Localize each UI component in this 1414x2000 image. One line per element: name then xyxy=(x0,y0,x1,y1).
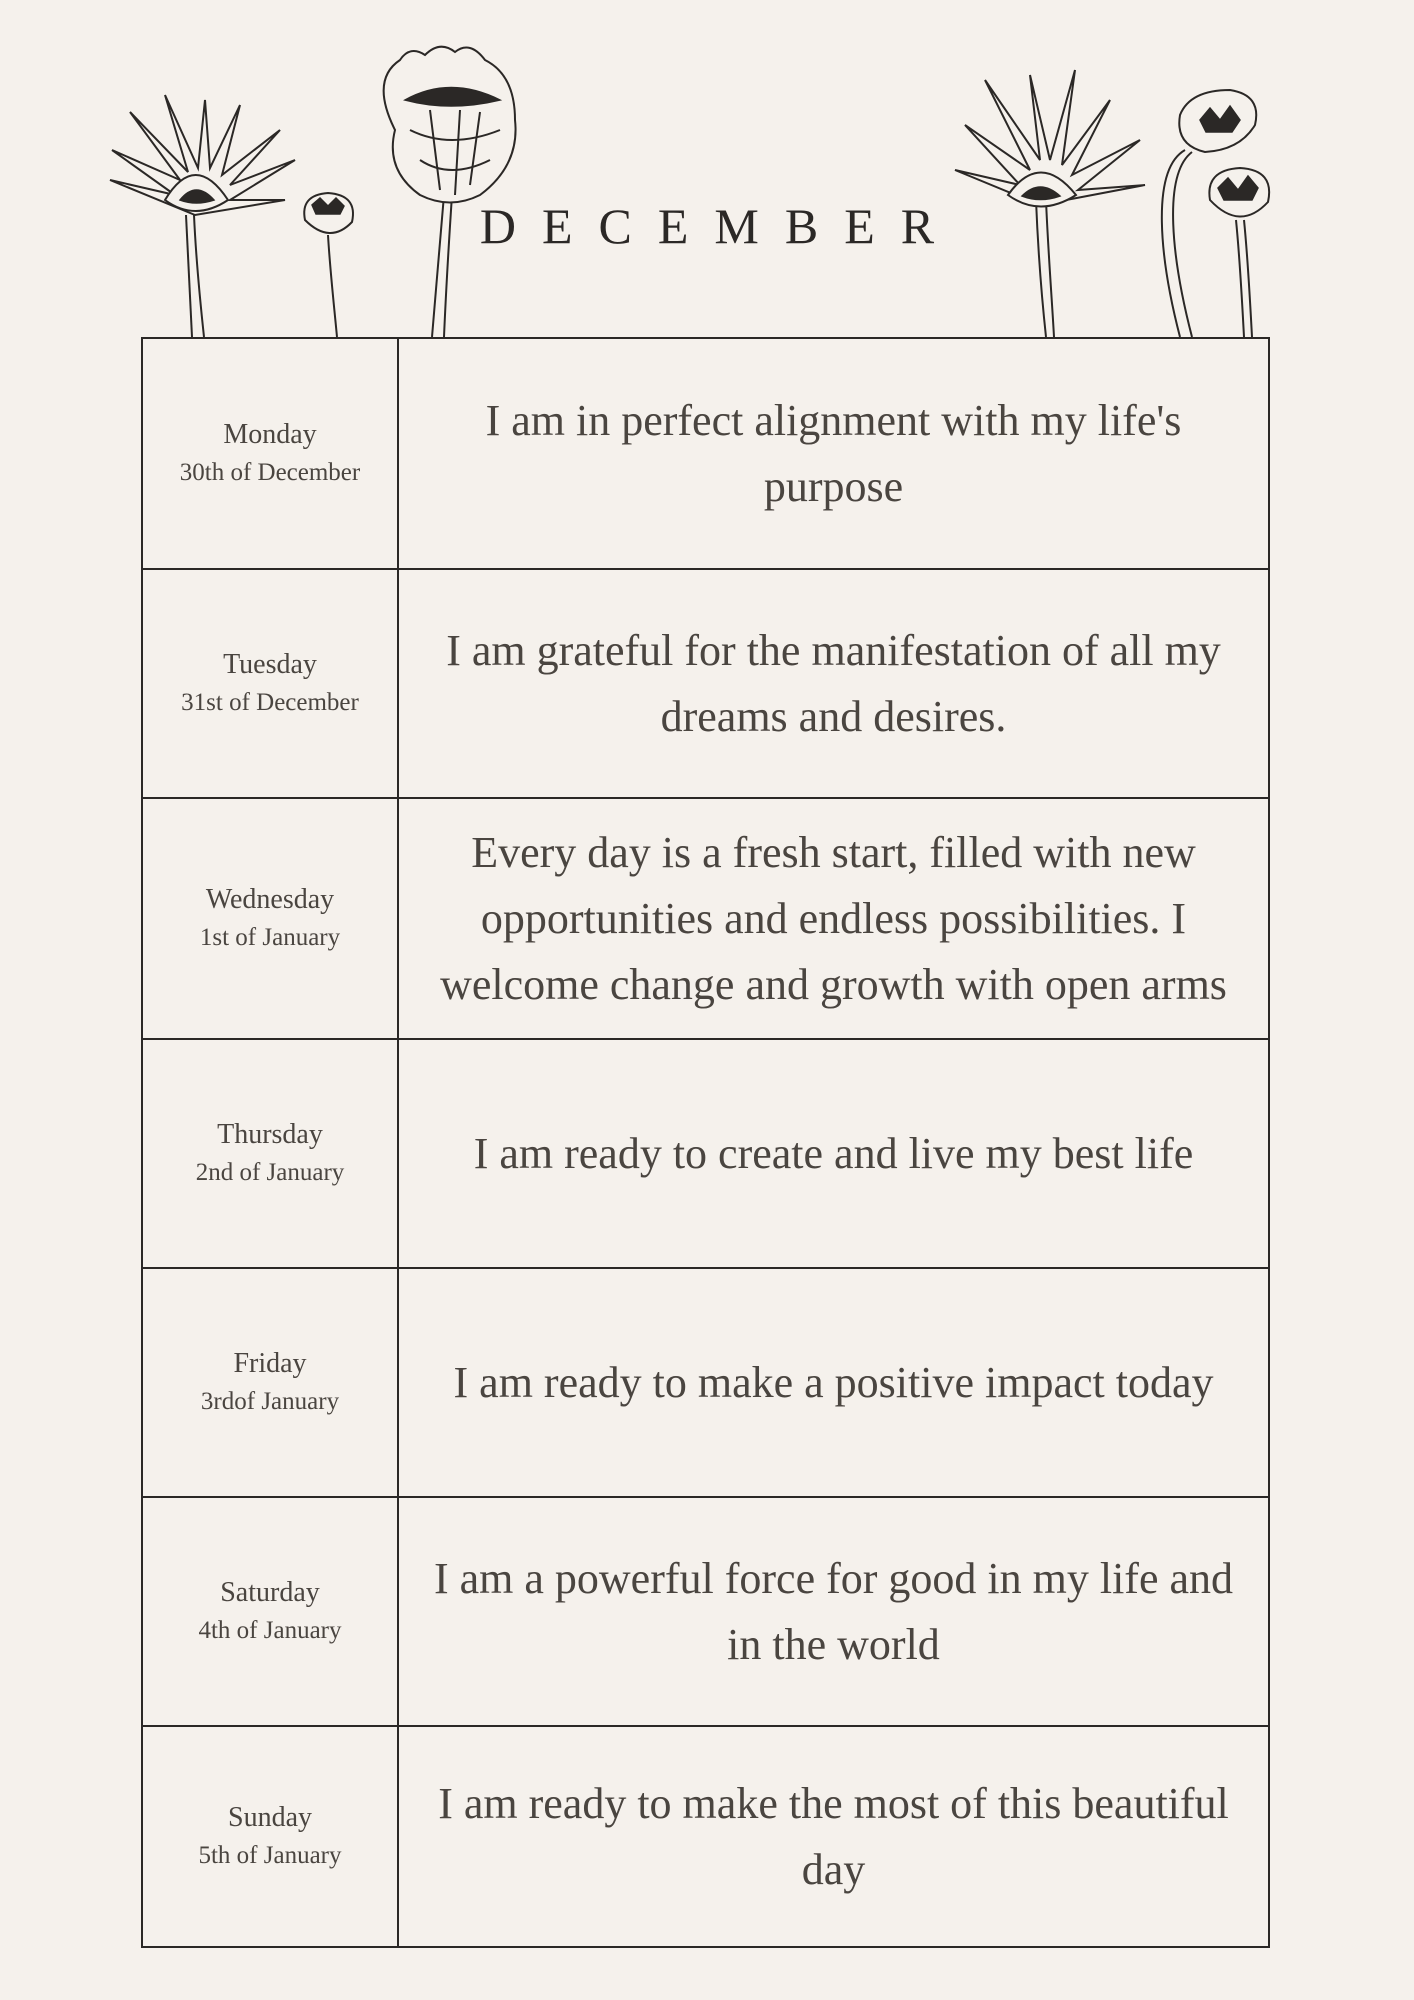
day-name: Saturday xyxy=(220,1576,320,1608)
table-row xyxy=(143,1725,1268,1946)
affirmation-text: I am ready to make a positive impact today xyxy=(453,1357,1214,1407)
affirmation-text: I am ready to create and live my best life xyxy=(473,1128,1194,1178)
day-cell xyxy=(143,1498,399,1725)
protea-flower-icon xyxy=(384,47,516,337)
affirmation-cell xyxy=(399,1498,1268,1725)
day-cell xyxy=(143,339,399,568)
day-cell xyxy=(143,799,399,1038)
table-row xyxy=(143,339,1268,568)
affirmation-text: I am ready to make the most of this beautiful day xyxy=(438,1778,1229,1894)
affirmation-text: I am in perfect alignment with my life's purpose xyxy=(485,395,1182,511)
day-cell xyxy=(143,1269,399,1496)
affirmation-cell xyxy=(399,570,1268,797)
day-name: Thursday xyxy=(217,1118,323,1150)
flower-illustrations-icon xyxy=(0,0,1414,340)
affirmation-text: I am grateful for the manifestation of all my dreams and desires. xyxy=(446,625,1221,741)
affirmation-cell xyxy=(399,799,1268,1038)
page-title: DECEMBER xyxy=(479,198,961,254)
day-date: 4th of January xyxy=(198,1616,342,1644)
affirmation-text: Every day is a fresh start, filled with new opportunities and endless possibilities. I welcome change and growth with open arms xyxy=(440,827,1227,1009)
day-date: 3rdof January xyxy=(200,1387,340,1415)
affirmation-text: I am a powerful force for good in my life and in the world xyxy=(433,1553,1234,1669)
affirmation-cell xyxy=(399,1040,1268,1267)
table-row xyxy=(143,1038,1268,1267)
table-row xyxy=(143,568,1268,797)
day-name: Wednesday xyxy=(205,883,335,915)
day-cell xyxy=(143,570,399,797)
day-date: 31st of December xyxy=(181,688,359,716)
table-row xyxy=(143,1496,1268,1725)
day-date: 5th of January xyxy=(198,1841,342,1869)
day-cell xyxy=(143,1727,399,1946)
day-name: Friday xyxy=(233,1347,307,1379)
day-name: Sunday xyxy=(228,1801,312,1833)
day-date: 2nd of January xyxy=(195,1158,345,1186)
day-cell xyxy=(143,1040,399,1267)
affirmation-cell xyxy=(399,1727,1268,1946)
table-row xyxy=(143,1267,1268,1496)
affirmation-cell xyxy=(399,339,1268,568)
day-date: 30th of December xyxy=(179,458,361,486)
table-row xyxy=(143,797,1268,1038)
affirmation-table xyxy=(141,337,1270,1948)
affirmation-cell xyxy=(399,1269,1268,1496)
day-date: 1st of January xyxy=(199,923,341,951)
day-name: Tuesday xyxy=(223,648,317,680)
day-name: Monday xyxy=(223,418,317,450)
